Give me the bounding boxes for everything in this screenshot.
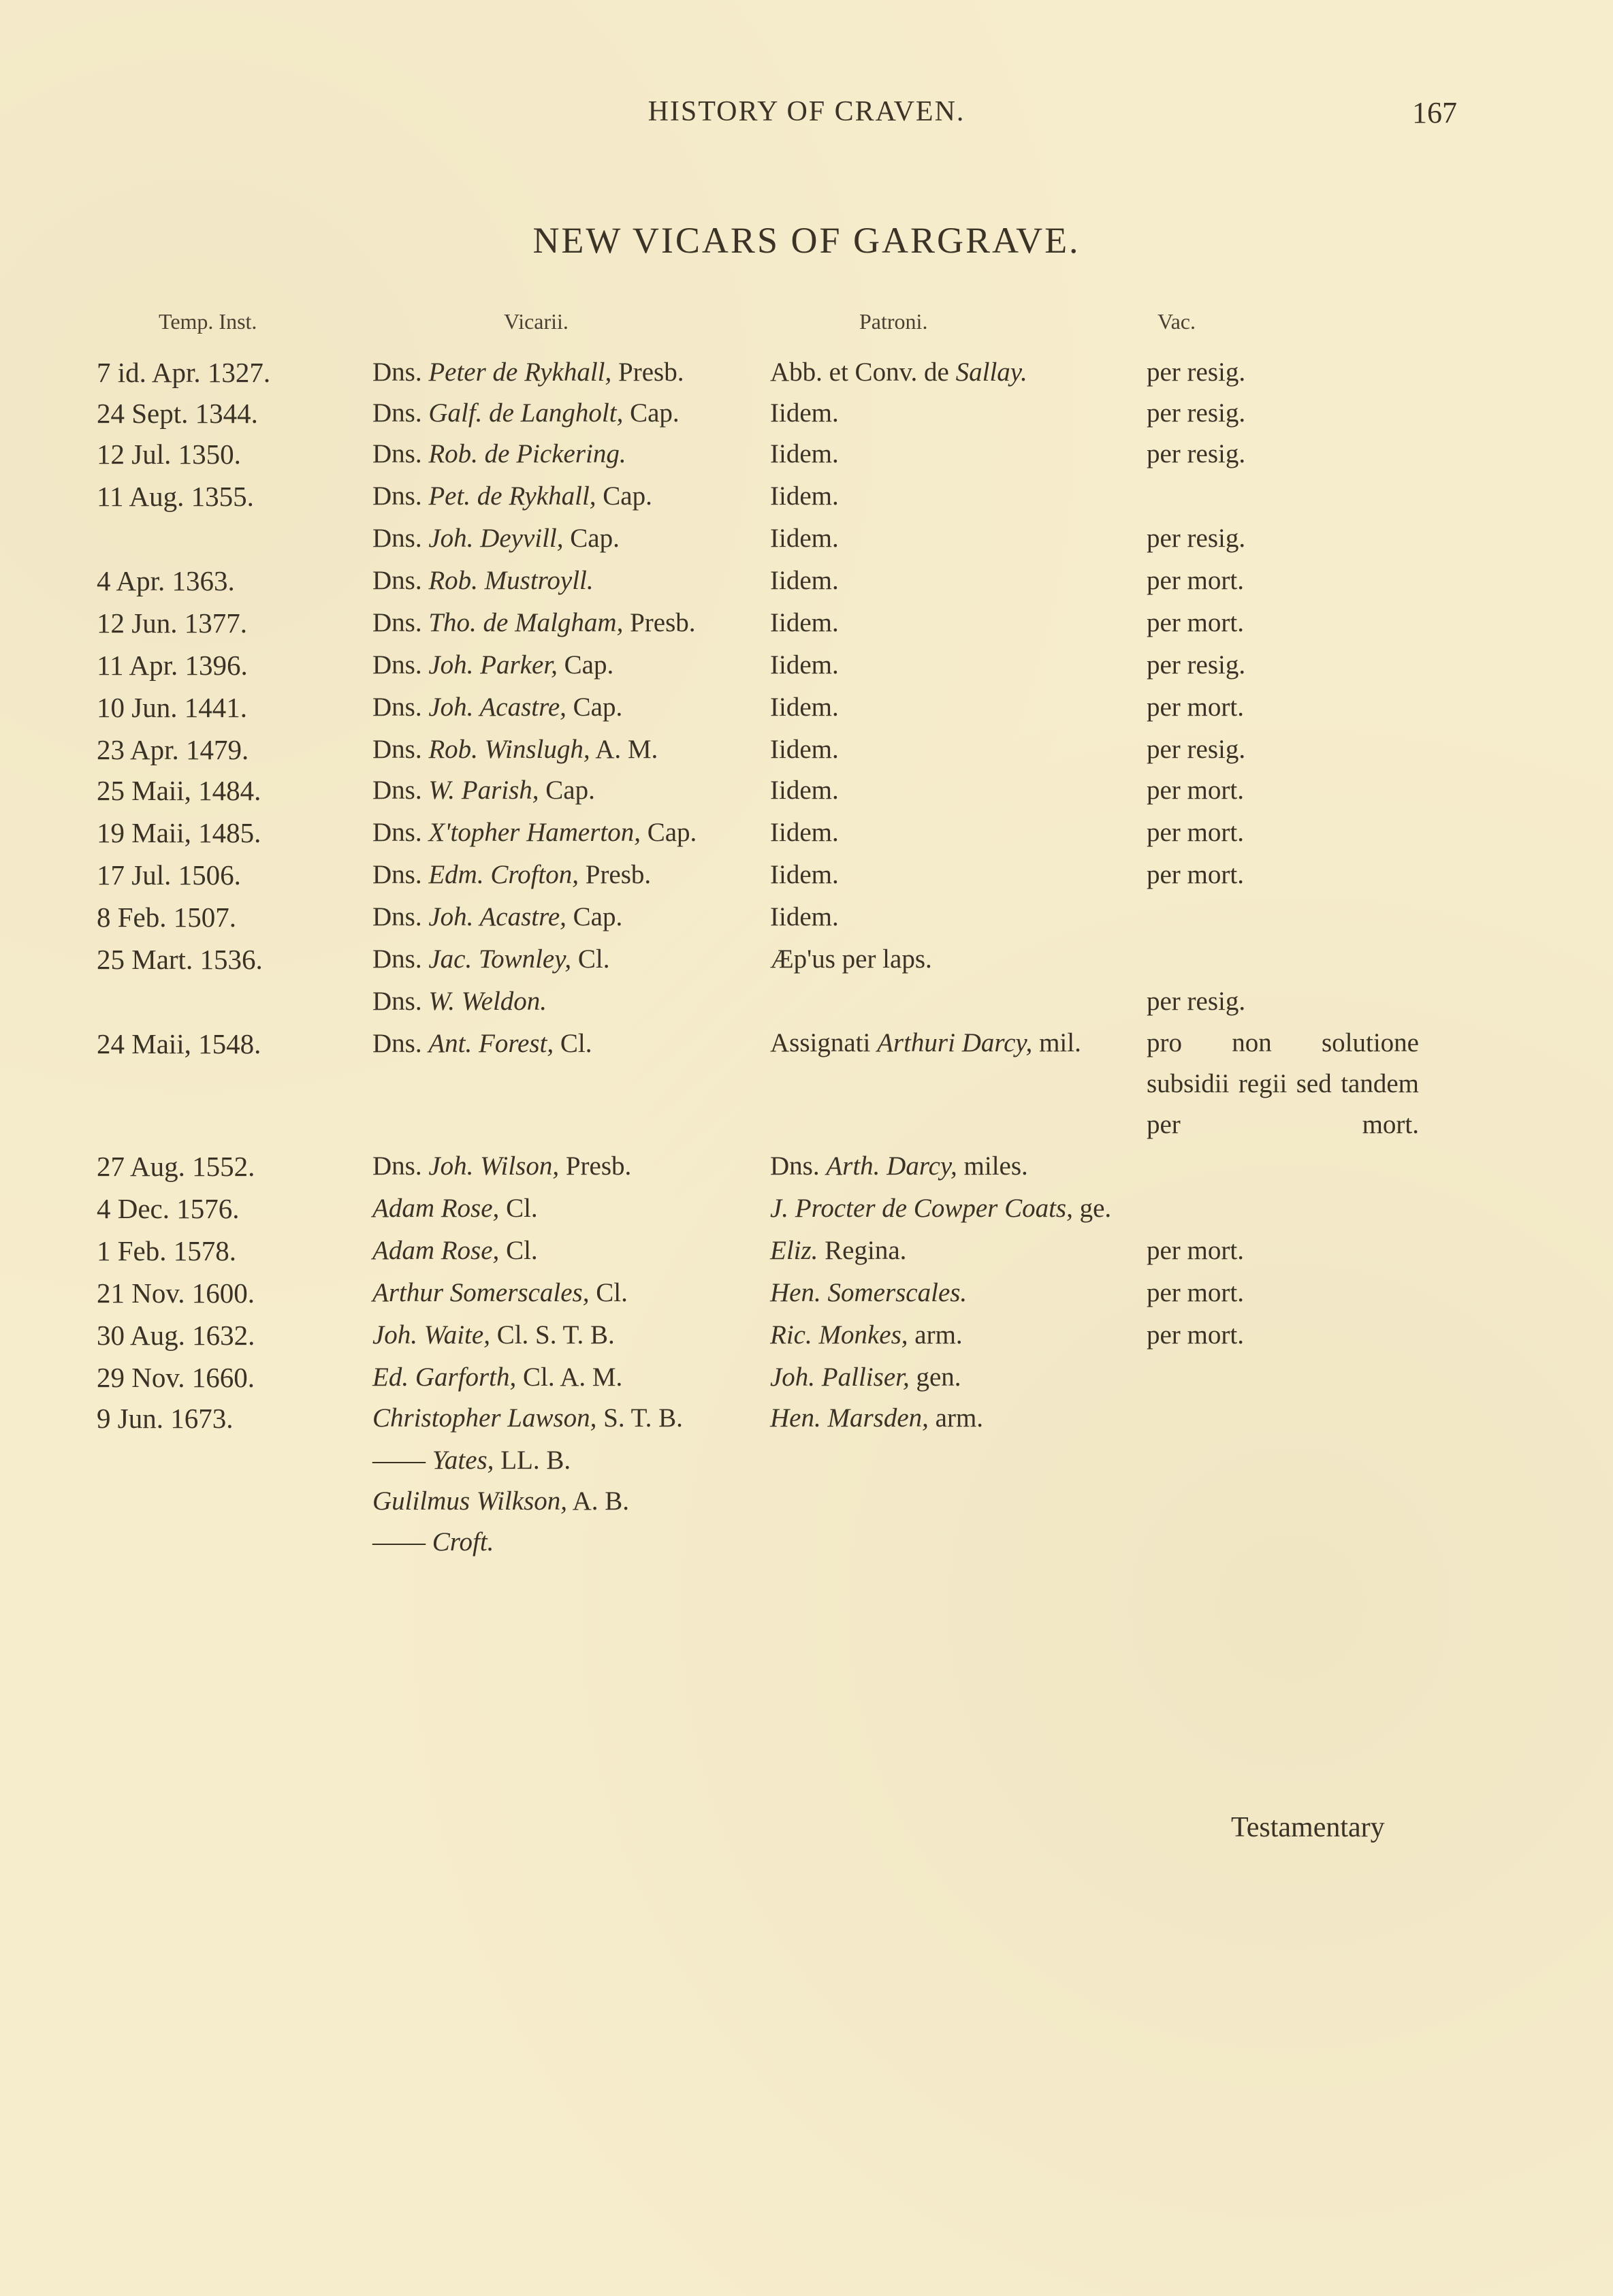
date-cell: 10 Jun. 1441. xyxy=(97,692,247,723)
vicar-name: Edm. Crofton, xyxy=(428,860,579,889)
vicar-cell xyxy=(372,686,754,729)
patron-cell xyxy=(770,729,1151,771)
vacancy-cell: per resig. xyxy=(1147,398,1246,428)
patron-text: arm. xyxy=(928,1403,984,1433)
section-title: NEW VICARS OF GARGRAVE. xyxy=(532,220,1081,261)
vicar-cell xyxy=(372,433,754,475)
vacancy-cell: per mort. xyxy=(1147,608,1244,637)
vicar-name: Pet. de Rykhall, xyxy=(428,481,596,511)
vicar-name: Christopher Lawson, xyxy=(372,1403,597,1433)
vicar-text: Dns. xyxy=(372,944,429,974)
vicar-text: Cl. S. T. B. xyxy=(490,1320,615,1350)
vicar-name: Joh. Parker, xyxy=(428,650,558,680)
running-title: HISTORY OF CRAVEN. xyxy=(648,96,965,127)
table-row xyxy=(0,602,1613,644)
patron-text: Iidem. xyxy=(770,439,839,468)
catchword: Testamentary xyxy=(1231,1812,1385,1843)
vicar-text: Cap. xyxy=(623,398,680,428)
patron-text: Iidem. xyxy=(770,608,839,637)
date-cell: 24 Maii, 1548. xyxy=(97,1028,261,1059)
vicar-cell xyxy=(372,1521,754,1563)
date-cell: 25 Mart. 1536. xyxy=(97,944,263,975)
patron-text: Regina. xyxy=(818,1236,907,1265)
vicar-text: Cap. xyxy=(566,692,623,722)
vicar-text: Presb. xyxy=(559,1151,632,1181)
vicar-text: Dns. xyxy=(372,608,429,637)
patron-name: Arth. Darcy, xyxy=(826,1151,957,1181)
vicar-cell xyxy=(372,1356,754,1399)
patron-text: Iidem. xyxy=(770,398,839,428)
vicar-cell xyxy=(372,980,754,1023)
table-row xyxy=(0,1230,1613,1272)
table-row xyxy=(0,644,1613,686)
vacancy-cell: per mort. xyxy=(1147,692,1244,722)
vicar-name: X'topher Hamerton, xyxy=(428,818,641,847)
vicar-cell xyxy=(372,351,754,394)
vicar-name: W. Parish, xyxy=(428,776,539,805)
vicar-text: Dns. xyxy=(372,692,429,722)
date-cell: 25 Maii, 1484. xyxy=(97,775,261,806)
vicar-cell xyxy=(372,1187,754,1230)
vicar-text: Dns. xyxy=(372,818,429,847)
vicar-cell xyxy=(372,1023,754,1065)
vicar-name: Gulilmus Wilkson, xyxy=(372,1486,568,1516)
vicar-text: Dns. xyxy=(372,902,429,931)
patron-text: Abb. et Conv. de xyxy=(770,357,956,387)
table-row xyxy=(0,1272,1613,1314)
vacancy-cell: per resig. xyxy=(1147,524,1246,553)
vicar-cell xyxy=(372,1439,754,1482)
vicar-text: Dns. xyxy=(372,439,429,468)
vicar-text: Dns. xyxy=(372,650,429,680)
table-row xyxy=(0,980,1613,1023)
vacancy-cell: per resig. xyxy=(1147,439,1246,468)
vicar-name: Joh. Wilson, xyxy=(428,1151,560,1181)
table-row xyxy=(0,769,1613,812)
table-row xyxy=(0,1397,1613,1439)
date-cell: 30 Aug. 1632. xyxy=(97,1320,255,1351)
patron-text: Assignati xyxy=(770,1028,878,1057)
patron-cell xyxy=(770,517,1151,560)
vicar-cell xyxy=(372,769,754,812)
patron-cell xyxy=(770,1187,1151,1230)
vicar-text: —— xyxy=(372,1446,432,1475)
patron-name: Ric. Monkes, xyxy=(770,1320,908,1350)
vicar-text: Cl. A. M. xyxy=(516,1362,623,1392)
patron-cell xyxy=(770,560,1151,602)
vicar-text: Dns. xyxy=(372,1029,429,1058)
table-row xyxy=(0,560,1613,602)
table-row xyxy=(0,896,1613,938)
patron-cell xyxy=(770,1230,1151,1272)
table-row xyxy=(0,854,1613,896)
date-cell: 4 Dec. 1576. xyxy=(97,1193,240,1224)
patron-name: Arthuri Darcy, xyxy=(877,1028,1033,1057)
table-row xyxy=(0,686,1613,729)
patron-text: Iidem. xyxy=(770,650,839,680)
vacancy-cell: per resig. xyxy=(1147,735,1246,764)
patron-text: arm. xyxy=(908,1320,963,1350)
patron-cell xyxy=(770,812,1151,854)
vicar-name: Arthur Somerscales, xyxy=(372,1278,590,1307)
vacancy-cell: per mort. xyxy=(1147,1278,1244,1307)
date-cell: 12 Jul. 1350. xyxy=(97,439,241,470)
date-cell: 11 Apr. 1396. xyxy=(97,650,248,681)
vicar-cell xyxy=(372,896,754,938)
patron-text: Iidem. xyxy=(770,524,839,553)
vacancy-cell: per mort. xyxy=(1147,566,1244,595)
table-row xyxy=(0,812,1613,854)
patron-cell xyxy=(770,1356,1151,1399)
date-cell: 27 Aug. 1552. xyxy=(97,1151,255,1182)
patron-cell xyxy=(770,896,1151,938)
table-row xyxy=(0,1145,1613,1187)
vicar-cell xyxy=(372,602,754,644)
vicar-cell xyxy=(372,644,754,686)
patron-name: Hen. Somerscales. xyxy=(770,1278,968,1307)
patron-cell xyxy=(770,1314,1151,1356)
vicar-text: Cl. xyxy=(589,1278,628,1307)
patron-cell xyxy=(770,475,1151,517)
vicar-text: Cl. xyxy=(499,1194,538,1223)
table-row xyxy=(0,1023,1613,1139)
vicar-cell xyxy=(372,1397,754,1439)
patron-text: Iidem. xyxy=(770,902,839,931)
vicar-name: Rob. Winslugh, xyxy=(428,735,590,764)
vicar-name: Jac. Townley, xyxy=(428,944,572,974)
vicar-name: Tho. de Malgham, xyxy=(428,608,624,637)
vicar-cell xyxy=(372,392,754,434)
vicar-text: Dns. xyxy=(372,1151,429,1181)
vicar-name: Galf. de Langholt, xyxy=(428,398,624,428)
vacancy-cell: per resig. xyxy=(1147,987,1246,1016)
vicar-text: Cap. xyxy=(563,524,620,553)
patron-text: Iidem. xyxy=(770,776,839,805)
patron-text: Iidem. xyxy=(770,818,839,847)
vicar-text: Dns. xyxy=(372,524,429,553)
date-cell: 23 Apr. 1479. xyxy=(97,734,249,765)
vicar-cell xyxy=(372,812,754,854)
patron-cell xyxy=(770,938,1151,980)
vicar-name: Ant. Forest, xyxy=(428,1029,554,1058)
patron-name: Joh. Palliser, xyxy=(770,1362,910,1392)
patron-cell xyxy=(770,392,1151,434)
vicar-cell xyxy=(372,1480,754,1522)
patron-name: J. Procter de Cowper Coats, xyxy=(770,1194,1073,1223)
vicar-name: Croft. xyxy=(432,1527,494,1557)
vacancy-cell: per mort. xyxy=(1147,860,1244,889)
vicar-name: Ed. Garforth, xyxy=(372,1362,517,1392)
date-cell: 4 Apr. 1363. xyxy=(97,565,235,596)
vicar-name: Adam Rose, xyxy=(372,1194,500,1223)
patron-cell xyxy=(770,769,1151,812)
date-cell: 19 Maii, 1485. xyxy=(97,817,261,848)
vicar-cell xyxy=(372,854,754,896)
vicar-text: Cl. xyxy=(554,1029,592,1058)
patron-cell xyxy=(770,854,1151,896)
vicar-name: Rob. de Pickering. xyxy=(428,439,626,468)
vacancy-cell: per mort. xyxy=(1147,818,1244,847)
vacancy-cell: per mort. xyxy=(1147,1236,1244,1265)
vicar-text: Dns. xyxy=(372,357,429,387)
date-cell: 29 Nov. 1660. xyxy=(97,1362,255,1393)
table-row xyxy=(0,938,1613,980)
patron-text: miles. xyxy=(957,1151,1028,1181)
table-row xyxy=(0,1356,1613,1399)
column-header-patroni: Patroni. xyxy=(859,309,928,334)
patron-text: Æp'us per laps. xyxy=(770,944,932,974)
vicar-text: Cl. xyxy=(499,1236,538,1265)
vacancy-cell: per resig. xyxy=(1147,650,1246,680)
table-row xyxy=(0,433,1613,475)
vicar-name: Peter de Rykhall, xyxy=(428,357,612,387)
patron-text: Iidem. xyxy=(770,566,839,595)
date-cell: 24 Sept. 1344. xyxy=(97,398,258,429)
vicar-text: Dns. xyxy=(372,735,429,764)
vicar-text: Cap. xyxy=(566,902,623,931)
patron-cell xyxy=(770,351,1151,394)
vicar-text: Dns. xyxy=(372,481,429,511)
vicar-name: Joh. Waite, xyxy=(372,1320,490,1350)
vicar-text: Dns. xyxy=(372,860,429,889)
vicar-name: Joh. Acastre, xyxy=(428,902,566,931)
vicar-cell xyxy=(372,517,754,560)
vicar-text: Cap. xyxy=(539,776,595,805)
table-row xyxy=(0,1439,1613,1482)
page-number: 167 xyxy=(1412,96,1457,129)
vicar-cell xyxy=(372,1145,754,1187)
vicar-text: S. T. B. xyxy=(596,1403,683,1433)
vicar-text: Cl. xyxy=(571,944,610,974)
table-row xyxy=(0,1187,1613,1230)
patron-cell xyxy=(770,602,1151,644)
vicar-text: Dns. xyxy=(372,987,429,1016)
patron-name: Hen. Marsden, xyxy=(770,1403,929,1433)
vicar-cell xyxy=(372,560,754,602)
vicar-text: —— xyxy=(372,1527,432,1557)
vicar-name: Joh. Deyvill, xyxy=(428,524,564,553)
table-row xyxy=(0,475,1613,517)
vicar-cell xyxy=(372,938,754,980)
date-cell: 8 Feb. 1507. xyxy=(97,902,236,933)
patron-text: gen. xyxy=(909,1362,961,1392)
vicar-name: Joh. Acastre, xyxy=(428,692,566,722)
vicar-text: LL. B. xyxy=(494,1446,571,1475)
date-cell: 9 Jun. 1673. xyxy=(97,1403,234,1434)
vacancy-cell: per mort. xyxy=(1147,1320,1244,1350)
date-cell: 17 Jul. 1506. xyxy=(97,859,241,891)
vicar-text: Presb. xyxy=(579,860,652,889)
table-row xyxy=(0,351,1613,394)
table-row xyxy=(0,1314,1613,1356)
vicar-cell xyxy=(372,1314,754,1356)
patron-cell xyxy=(770,644,1151,686)
patron-name: Eliz. xyxy=(770,1236,818,1265)
vicar-cell xyxy=(372,1230,754,1272)
vacancy-cell: per mort. xyxy=(1147,776,1244,805)
patron-cell xyxy=(770,433,1151,475)
column-header-vicarii: Vicarii. xyxy=(504,309,569,334)
column-header-vac: Vac. xyxy=(1157,309,1196,334)
vicar-text: A. B. xyxy=(567,1486,630,1516)
patron-text: Dns. xyxy=(770,1151,827,1181)
column-header-temp: Temp. Inst. xyxy=(159,309,257,334)
date-cell: 12 Jun. 1377. xyxy=(97,607,247,639)
date-cell: 7 id. Apr. 1327. xyxy=(97,357,271,388)
vicar-name: Rob. Mustroyll. xyxy=(428,566,594,595)
patron-text: Iidem. xyxy=(770,735,839,764)
patron-cell xyxy=(770,1145,1151,1187)
patron-text: Iidem. xyxy=(770,692,839,722)
date-cell: 1 Feb. 1578. xyxy=(97,1235,236,1266)
table-row xyxy=(0,1480,1613,1522)
vicar-name: Yates, xyxy=(432,1446,494,1475)
date-cell: 11 Aug. 1355. xyxy=(97,481,254,512)
vicar-text: Presb. xyxy=(623,608,696,637)
vicar-name: Adam Rose, xyxy=(372,1236,500,1265)
patron-name: Sallay. xyxy=(955,357,1027,387)
date-cell: 21 Nov. 1600. xyxy=(97,1277,255,1309)
vicar-cell xyxy=(372,729,754,771)
patron-text: Iidem. xyxy=(770,481,839,511)
patron-text: ge. xyxy=(1072,1194,1112,1223)
vicar-text: Dns. xyxy=(372,776,429,805)
vicar-text: Dns. xyxy=(372,398,429,428)
table-row xyxy=(0,517,1613,560)
vicar-text: Cap. xyxy=(640,818,697,847)
vicar-text: Presb. xyxy=(611,357,684,387)
patron-cell xyxy=(770,1272,1151,1314)
vacancy-cell: pro non solutione subsidii regii sed tandem per mort. xyxy=(1147,1028,1419,1139)
vicar-text: Cap. xyxy=(596,481,652,511)
vicar-name: W. Weldon. xyxy=(428,987,547,1016)
patron-cell xyxy=(770,686,1151,729)
patron-text: mil. xyxy=(1032,1028,1081,1057)
table-row xyxy=(0,1521,1613,1563)
patron-cell xyxy=(770,1397,1151,1439)
table-row xyxy=(0,729,1613,771)
patron-text: Iidem. xyxy=(770,860,839,889)
vicar-cell xyxy=(372,475,754,517)
vicar-text: Cap. xyxy=(557,650,614,680)
vacancy-cell: per resig. xyxy=(1147,357,1246,387)
vicar-text: A. M. xyxy=(590,735,658,764)
table-row xyxy=(0,392,1613,434)
vicar-text: Dns. xyxy=(372,566,429,595)
vicar-cell xyxy=(372,1272,754,1314)
patron-cell xyxy=(770,1023,1124,1064)
